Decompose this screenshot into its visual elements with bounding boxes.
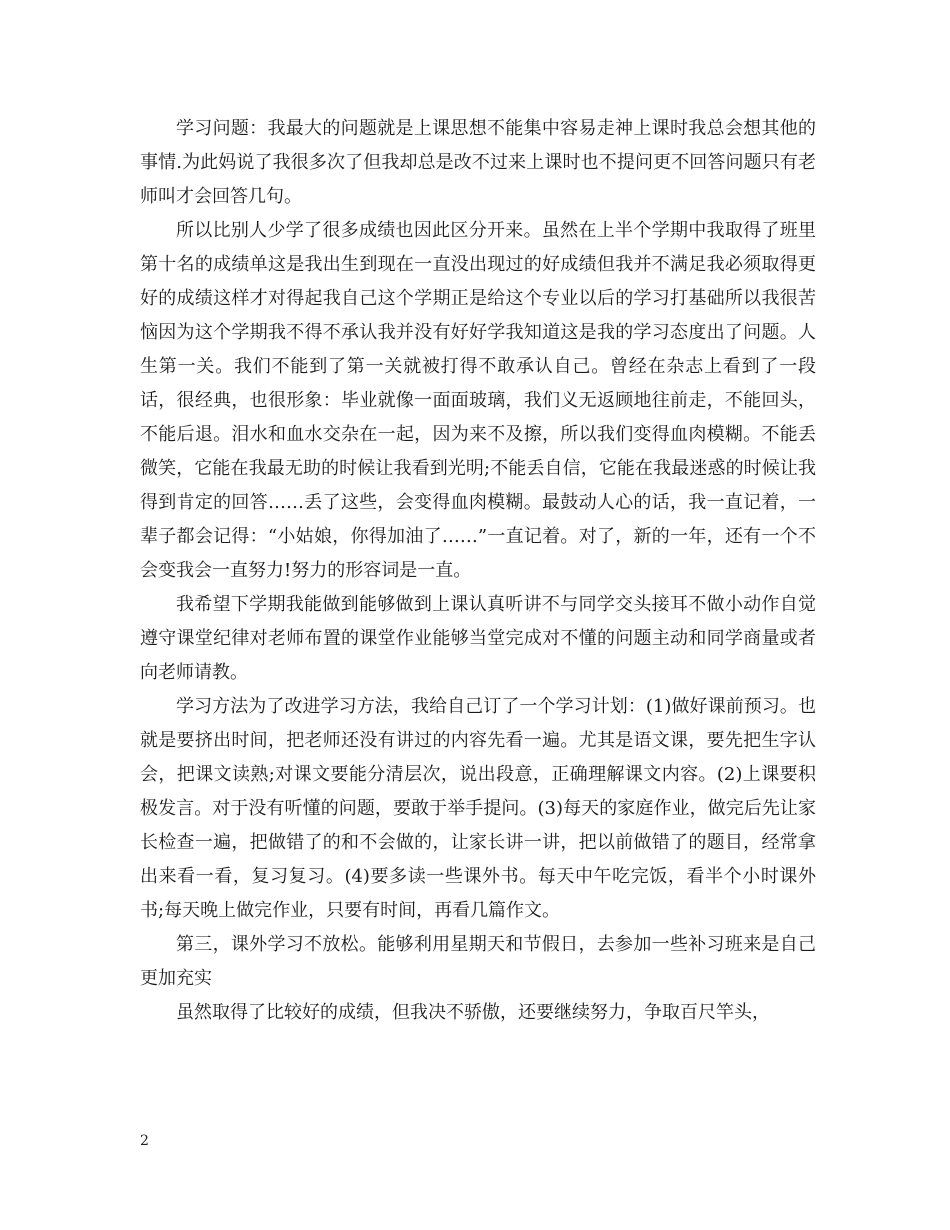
paragraph-study-method: 学习方法为了改进学习方法，我给自己订了一个学习计划：(1)做好课前预习。也就是要挤出时间，把老师还没有讲过的内容先看一遍。尤其是语文课，要先把生字认会，把课文读熟;对课文要能分清层次，说出段意，正确理解课文内容。(2)上课要积极发言。对于没有听懂的问题，要敢于举手提问。(3)每天的家庭作业，做完后先让家长检查一遍，把做错了的和不会做的，让家长讲一讲，把以前做错了的题目，经常拿出来看一看，复习复习。(4)要多读一些课外书。每天中午吃完饭，看半个小时课外书;每天晚上做完作业，只要有时间，再看几篇作文。 (140, 696, 816, 921)
paragraph-grades-reflection: 所以比别人少学了很多成绩也因此区分开来。虽然在上半个学期中我取得了班里第十名的成绩单这是我出生到现在一直没出现过的好成绩但我并不满足我必须取得更好的成绩这样才对得起我自己这个学期正是给这个专业以后的学习打基础所以我很苦恼因为这个学期我不得不承认我并没有好好学我知道这是我的学习态度出了问题。人生第一关。我们不能到了第一关就被打得不敢承认自己。曾经在杂志上看到了一段话，很经典，也很形象：毕业就像一面面玻璃，我们义无返顾地往前走，不能回头，不能后退。泪水和血水交杂在一起，因为来不及擦，所以我们变得血肉模糊。不能丢微笑，它能在我最无助的时候让我看到光明;不能丢自信，它能在我最迷惑的时候让我得到肯定的回答……丢了这些，会变得血肉模糊。最鼓动人心的话，我一直记着，一辈子都会记得：“小姑娘，你得加油了……”一直记着。对了，新的一年，还有一个不会变我会一直努力!努力的形容词是一直。 (140, 220, 816, 581)
paragraph-next-semester-hope: 我希望下学期我能做到能够做到上课认真听讲不与同学交头接耳不做小动作自觉遵守课堂纪律对老师布置的课堂作业能够当堂完成对不懂的问题主动和同学商量或者向老师请教。 (140, 594, 816, 683)
paragraph-learning-problem: 学习问题：我最大的问题就是上课思想不能集中容易走神上课时我总会想其他的事情.为此妈说了我很多次了但我却总是改不过来上课时也不提问更不回答问题只有老师叫才会回答几句。 (140, 118, 816, 207)
paragraph-extracurricular: 第三，课外学习不放松。能够利用星期天和节假日，去参加一些补习班来是自己更加充实 (140, 934, 816, 989)
page-number: 2 (140, 1133, 149, 1149)
document-body (140, 112, 816, 1030)
paragraph-continue-effort: 虽然取得了比较好的成绩，但我决不骄傲，还要继续努力，争取百尺竿头， (176, 1002, 770, 1023)
